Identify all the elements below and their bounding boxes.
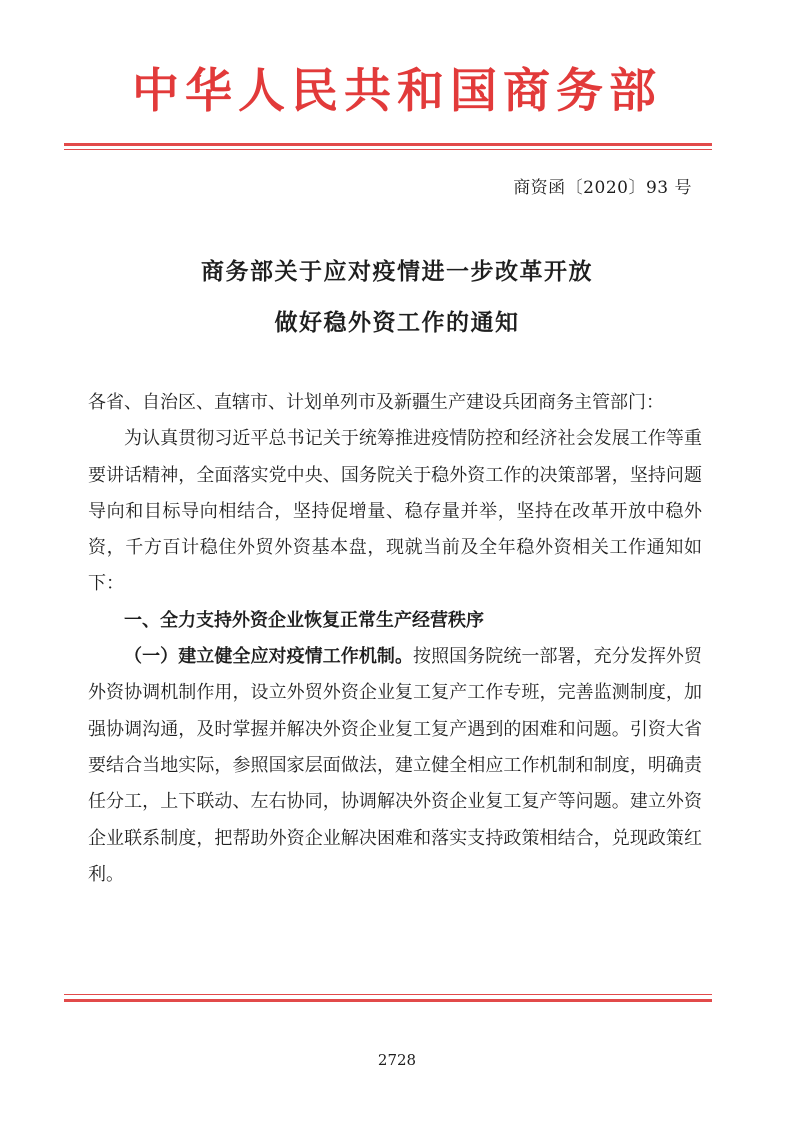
document-body — [88, 385, 702, 893]
item-paragraph — [88, 639, 702, 893]
footer-rule-thin — [64, 994, 712, 995]
masthead-title: 中华人民共和国商务部 — [132, 64, 662, 119]
item-heading: （一）建立健全应对疫情工作机制。 — [124, 646, 414, 668]
section-heading: 一、全力支持外资企业恢复正常生产经营秩序 — [124, 609, 484, 631]
masthead-rule-thick — [64, 143, 712, 146]
page-number: 2728 — [377, 1051, 417, 1069]
item-text: 按照国务院统一部署，充分发挥外贸外资协调机制作用，设立外贸外资企业复工复产工作专班，完善监测制度，加强协调沟通，及时掌握并解决外资企业复工复产遇到的困难和问题。引资大省要结合当地实际，参照国家层面做法，建立健全相应工作机制和制度，明确责任分工，上下联动、左右协同，协调解决外资企业复工复产等问题。建立外资企业联系制度，把帮助外资企业解决困难和落实支持政策相结合，兑现政策红利。 — [88, 646, 702, 885]
masthead-rule-thin — [64, 149, 712, 150]
document-number: 商资函〔2020〕93 号 — [513, 178, 692, 198]
document-title-line-2: 做好稳外资工作的通知 — [274, 309, 520, 336]
footer-rule-thick — [64, 999, 712, 1002]
document-title-line-1: 商务部关于应对疫情进一步改革开放 — [201, 258, 593, 285]
intro-paragraph: 为认真贯彻习近平总书记关于统筹推进疫情防控和经济社会发展工作等重要讲话精神，全面落实党中央、国务院关于稳外资工作的决策部署，坚持问题导向和目标导向相结合，坚持促增量、稳存量并举，坚持在改革开放中稳外资，千方百计稳住外贸外资基本盘，现就当前及全年稳外资相关工作通知如下： — [88, 428, 702, 595]
salutation: 各省、自治区、直辖市、计划单列市及新疆生产建设兵团商务主管部门： — [88, 392, 664, 413]
